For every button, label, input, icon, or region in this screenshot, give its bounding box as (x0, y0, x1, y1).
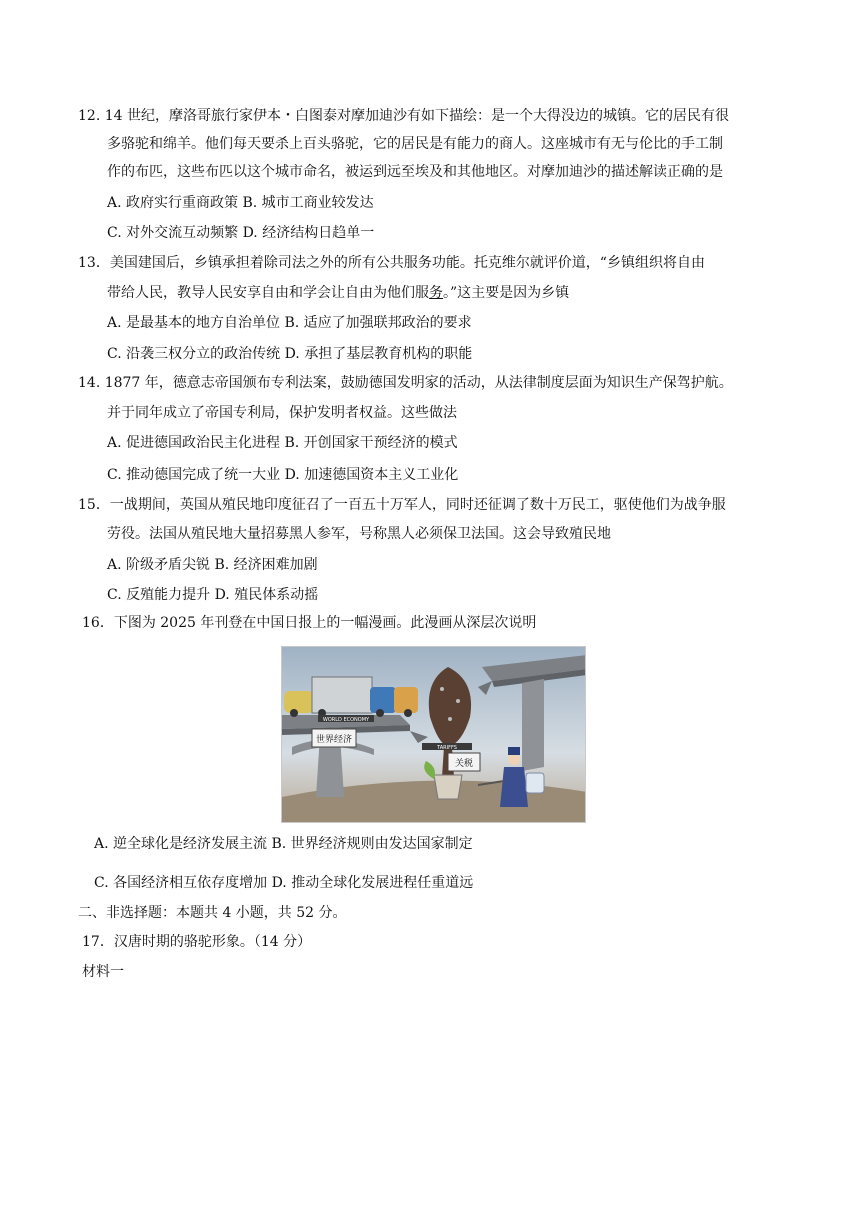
q13-line2-tail: 。”这主要是因为乡镇 (443, 285, 570, 301)
q14-line2: 并于同年成立了帝国专利局，保护发明者权益。这些做法 (107, 405, 457, 421)
q14-options-ab: A. 促进德国政治民主化进程 B. 开创国家干预经济的模式 (107, 435, 458, 451)
q16-line1: 16．下图为 2025 年刊登在中国日报上的一幅漫画。此漫画从深层次说明 (82, 615, 537, 631)
tariff-cartoon-image (281, 646, 586, 823)
sign-tariffs-text: 关税 (454, 759, 474, 769)
q16-options-cd: C. 各国经济相互依存度增加 D. 推动全球化发展进程任重道远 (94, 875, 474, 891)
section-2-heading: 二、非选择题：本题共 4 小题，共 52 分。 (78, 905, 347, 921)
flower-pot (434, 775, 462, 799)
q12-line1: 12. 14 世纪，摩洛哥旅行家伊本・白图泰对摩加迪沙有如下描绘：是一个大得没边的城镇。它的居民有很 (78, 108, 729, 124)
banner-right-text: TARIFFS (437, 745, 457, 751)
q15-line1: 15．一战期间，英国从殖民地印度征召了一百五十万军人，同时还征调了数十万民工，驱使他们为战争服 (78, 497, 726, 513)
water-tank (526, 773, 544, 793)
car-blue (370, 687, 396, 713)
bridge-pillar-right (522, 679, 544, 771)
q17-title: 17．汉唐时期的骆驼形象。（14 分） (82, 934, 312, 950)
q12-line3: 作的布匹，这些布匹以这个城市命名，被运到远至埃及和其他地区。对摩加迪沙的描述解读正确的是 (107, 164, 723, 180)
truck (312, 677, 372, 713)
q12-options-cd: C. 对外交流互动频繁 D. 经济结构日趋单一 (107, 225, 375, 241)
banner-left-text: WORLD ECONOMY (322, 717, 370, 723)
q14-options-cd: C. 推动德国完成了统一大业 D. 加速德国资本主义工业化 (107, 467, 459, 483)
q13-options-cd: C. 沿袭三权分立的政治传统 D. 承担了基层教育机构的职能 (107, 346, 473, 362)
q13-line1: 13．美国建国后，乡镇承担着除司法之外的所有公共服务功能。托克维尔就评价道，“乡镇组织将自由 (78, 255, 705, 271)
sign-world-economy-text: 世界经济 (315, 735, 353, 745)
q14-line1: 14. 1877 年，德意志帝国颁布专利法案，鼓励德国发明家的活动，从法律制度层面为知识生产保驾护航。 (78, 375, 733, 391)
q15-options-ab: A. 阶级矛盾尖锐 B. 经济困难加剧 (107, 557, 318, 573)
q13-underlined-char: 务 (429, 285, 443, 301)
uncle-sam-hat (508, 747, 520, 755)
car-yellow (284, 691, 314, 713)
q13-line2-text: 带给人民，教导人民安享自由和学会让自由为他们服 (107, 285, 429, 301)
uncle-sam-body (500, 767, 528, 807)
q13-line2 (107, 283, 569, 303)
car-orange (394, 687, 418, 713)
q15-line2: 劳役。法国从殖民地大量招募黑人参军，号称黑人必须保卫法国。这会导致殖民地 (107, 526, 611, 542)
q13-options-ab: A. 是最基本的地方自治单位 B. 适应了加强联邦政治的要求 (107, 315, 472, 331)
q12-options-ab: A. 政府实行重商政策 B. 城市工商业较发达 (107, 195, 374, 211)
q15-options-cd: C. 反殖能力提升 D. 殖民体系动摇 (107, 587, 319, 603)
q12-line2: 多骆驼和绵羊。他们每天要杀上百头骆驼，它的居民是有能力的商人。这座城市有无与伦比的手工制 (107, 136, 723, 152)
q16-options-ab: A. 逆全球化是经济发展主流 B. 世界经济规则由发达国家制定 (94, 836, 473, 852)
material-1-label: 材料一 (82, 964, 124, 980)
